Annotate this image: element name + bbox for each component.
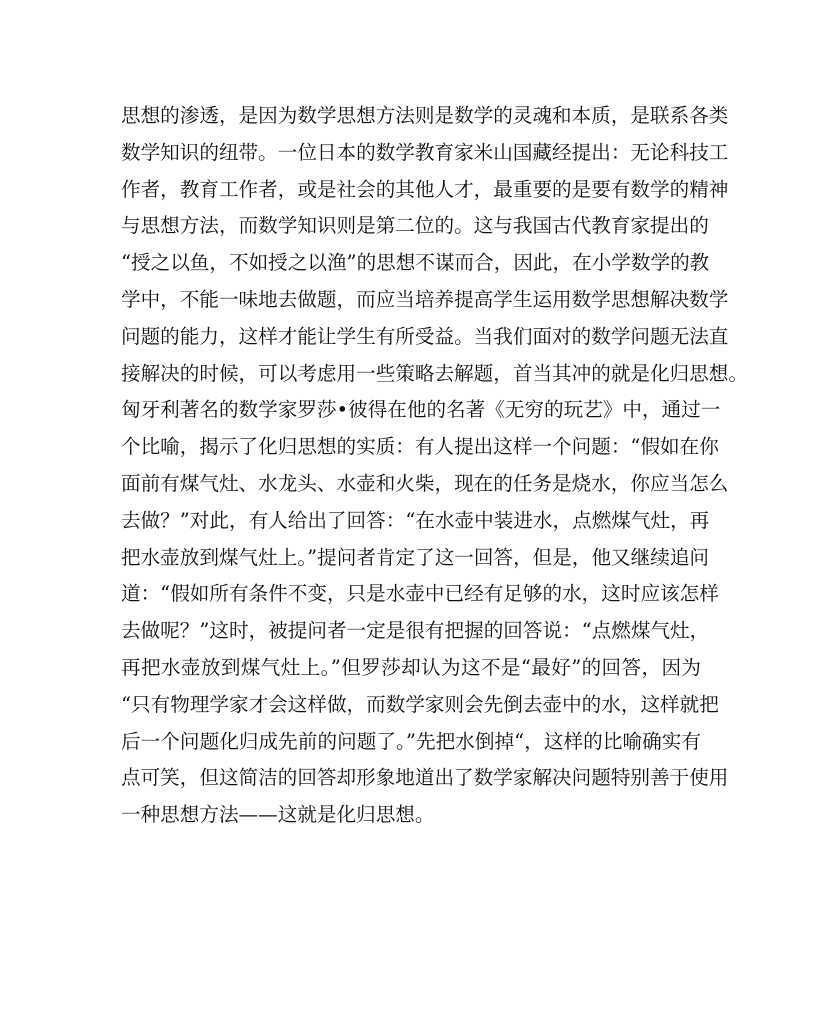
text-line: 后一个问题化归成先前的问题了。”先把水倒掉“，这样的比喻确实有 xyxy=(121,729,701,753)
text-line: 道：“假如所有条件不变，只是水壶中已经有足够的水，这时应该怎样 xyxy=(121,582,719,606)
text-line: 与思想方法，而数学知识则是第二位的。这与我国古代教育家提出的 xyxy=(121,214,709,238)
text-line: 学中，不能一味地去做题，而应当培养提高学生运用数学思想解决数学 xyxy=(121,287,729,311)
text-line: 面前有煤气灶、水龙头、水壶和火柴，现在的任务是烧水，你应当怎么 xyxy=(121,471,729,495)
text-line: 再把水壶放到煤气灶上。”但罗莎却认为这不是“最好”的回答，因为 xyxy=(121,655,701,679)
text-line: 去做？”对此，有人给出了回答：“在水壶中装进水，点燃煤气灶，再 xyxy=(121,508,710,532)
text-line: 一种思想方法——这就是化归思想。 xyxy=(121,803,435,827)
text-line: 思想的渗透，是因为数学思想方法则是数学的灵魂和本质，是联系各类 xyxy=(121,104,729,127)
text-line: “只有物理学家才会这样做，而数学家则会先倒去壶中的水，这样就把 xyxy=(121,692,719,716)
text-line: 点可笑，但这简洁的回答却形象地道出了数学家解决问题特别善于使用 xyxy=(121,766,729,790)
text-line: 个比喻，揭示了化归思想的实质：有人提出这样一个问题：“假如在你 xyxy=(121,435,719,459)
text-line: 数学知识的纽带。一位日本的数学教育家米山国藏经提出：无论科技工 xyxy=(121,140,729,164)
text-line: 匈牙利著名的数学家罗莎•彼得在他的名著《无穷的玩艺》中，通过一 xyxy=(121,398,721,422)
text-line: 作者，教育工作者，或是社会的其他人才，最重要的是要有数学的精神 xyxy=(121,177,729,201)
text-line: 把水壶放到煤气灶上。”提问者肯定了这一回答，但是，他又继续追问 xyxy=(121,545,710,569)
body-paragraph xyxy=(121,98,748,834)
text-line: 问题的能力，这样才能让学生有所受益。当我们面对的数学问题无法直 xyxy=(121,324,729,348)
text-line: 去做呢？”这时，被提问者一定是很有把握的回答说：“点燃煤气灶， xyxy=(121,619,710,643)
text-line: “授之以鱼，不如授之以渔”的思想不谋而合，因此，在小学数学的教 xyxy=(121,251,710,275)
text-line: 接解决的时候，可以考虑用一些策略去解题，首当其冲的就是化归思想。 xyxy=(121,361,748,385)
